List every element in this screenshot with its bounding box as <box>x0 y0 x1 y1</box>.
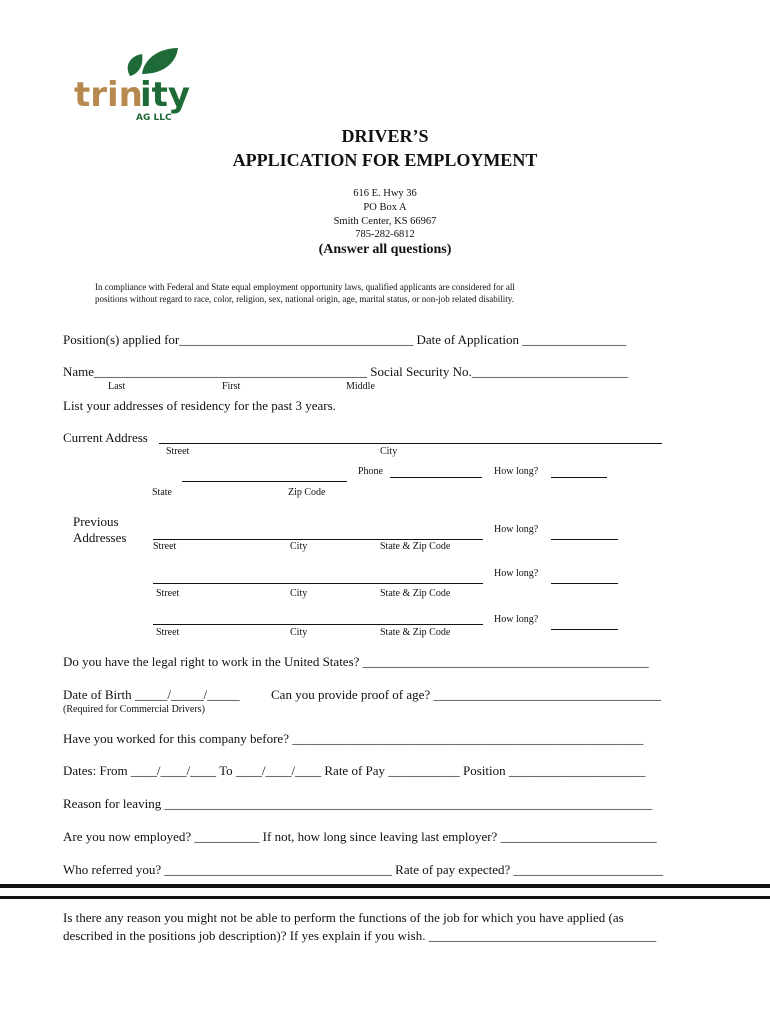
prev-2-how-long-field[interactable] <box>551 583 618 584</box>
prev-1-how-long-field[interactable] <box>551 539 618 540</box>
prev-2-street: Street <box>156 588 180 599</box>
current-sub-city: City <box>380 446 398 457</box>
separator-bottom <box>0 896 770 899</box>
previous-label-2: Addresses <box>73 530 127 545</box>
title-line-1: DRIVER’S <box>341 126 429 146</box>
reason-leaving-line[interactable]: Reason for leaving ___________________________________________________________________________ <box>63 796 652 811</box>
compliance-line-1: In compliance with Federal and State equal employment opportunity laws, qualified applicants are considered for all <box>95 282 515 292</box>
name-sub-middle: Middle <box>346 381 375 392</box>
state-label: State <box>152 487 172 498</box>
title-line-2: APPLICATION FOR EMPLOYMENT <box>232 150 538 170</box>
previous-label-1: Previous <box>73 514 119 529</box>
leaf-small-icon <box>128 54 143 76</box>
dates-line[interactable]: Dates: From ____/____/____ To ____/____/____ Rate of Pay ___________ Position _____________________ <box>63 763 646 778</box>
name-sub-last: Last <box>108 381 126 392</box>
prev-address-3-field[interactable] <box>153 624 483 625</box>
reason-perform-line-1: Is there any reason you might not be able to perform the functions of the job for which you have applied (as <box>63 910 624 925</box>
phone-label: Phone <box>358 466 383 477</box>
address-line-3: Smith Center, KS 66967 <box>333 216 437 227</box>
dob-line[interactable]: Date of Birth _____/_____/_____ <box>63 687 240 702</box>
referred-line[interactable]: Who referred you? ___________________________________ Rate of pay expected? _______________________ <box>63 862 664 877</box>
address-line-2: PO Box A <box>363 202 407 213</box>
prev-2-city: City <box>290 588 308 599</box>
proof-age-line[interactable]: Can you provide proof of age? ___________________________________ <box>271 687 661 702</box>
current-address-label: Current Address <box>63 430 148 445</box>
residency-prompt: List your addresses of residency for the past 3 years. <box>63 398 336 413</box>
worked-before-line[interactable]: Have you worked for this company before? ______________________________________________________ <box>63 731 644 746</box>
logo-brand-trin: trin <box>74 75 143 115</box>
prev-2-how-long-label: How long? <box>494 568 539 579</box>
prev-3-city: City <box>290 627 308 638</box>
position-line[interactable]: Position(s) applied for____________________________________ Date of Application ________________ <box>63 332 627 347</box>
prev-address-1-field[interactable] <box>153 539 483 540</box>
prev-1-city: City <box>290 541 308 552</box>
zip-label: Zip Code <box>288 487 326 498</box>
prev-1-how-long-label: How long? <box>494 524 539 535</box>
leaf-large-icon <box>142 48 178 74</box>
prev-1-state-zip: State & Zip Code <box>380 541 451 552</box>
reason-perform-line-2[interactable]: described in the positions job description)? If yes explain if you wish. ___________________________________ <box>63 928 657 943</box>
current-how-long-label: How long? <box>494 466 539 477</box>
address-line-1: 616 E. Hwy 36 <box>353 188 417 199</box>
prev-3-street: Street <box>156 627 180 638</box>
name-line[interactable]: Name__________________________________________ Social Security No.________________________ <box>63 364 628 379</box>
instruction: (Answer all questions) <box>318 242 452 257</box>
current-how-long-field[interactable] <box>551 477 607 478</box>
logo-brand-ity: ity <box>140 75 191 115</box>
legal-right-line[interactable]: Do you have the legal right to work in the United States? ____________________________________________ <box>63 654 649 669</box>
state-zip-field[interactable] <box>182 481 347 482</box>
dob-note: (Required for Commercial Drivers) <box>63 704 205 715</box>
prev-2-state-zip: State & Zip Code <box>380 588 451 599</box>
current-address-field[interactable] <box>159 443 662 444</box>
separator-top <box>0 884 770 888</box>
compliance-line-2: positions without regard to race, color, religion, sex, national origin, age, marital status, or non-job related disability. <box>95 294 514 304</box>
address-line-4: 785-282-6812 <box>355 229 415 240</box>
prev-3-how-long-field[interactable] <box>551 629 618 630</box>
employed-now-line[interactable]: Are you now employed? __________ If not, how long since leaving last employer? ________________________ <box>63 829 657 844</box>
prev-address-2-field[interactable] <box>153 583 483 584</box>
phone-field[interactable] <box>390 477 482 478</box>
prev-1-street: Street <box>153 541 177 552</box>
name-sub-first: First <box>222 381 241 392</box>
trinity-logo <box>72 44 194 124</box>
current-sub-street: Street <box>166 446 190 457</box>
prev-3-how-long-label: How long? <box>494 614 539 625</box>
logo-sub: AG LLC <box>136 113 172 123</box>
prev-3-state-zip: State & Zip Code <box>380 627 451 638</box>
